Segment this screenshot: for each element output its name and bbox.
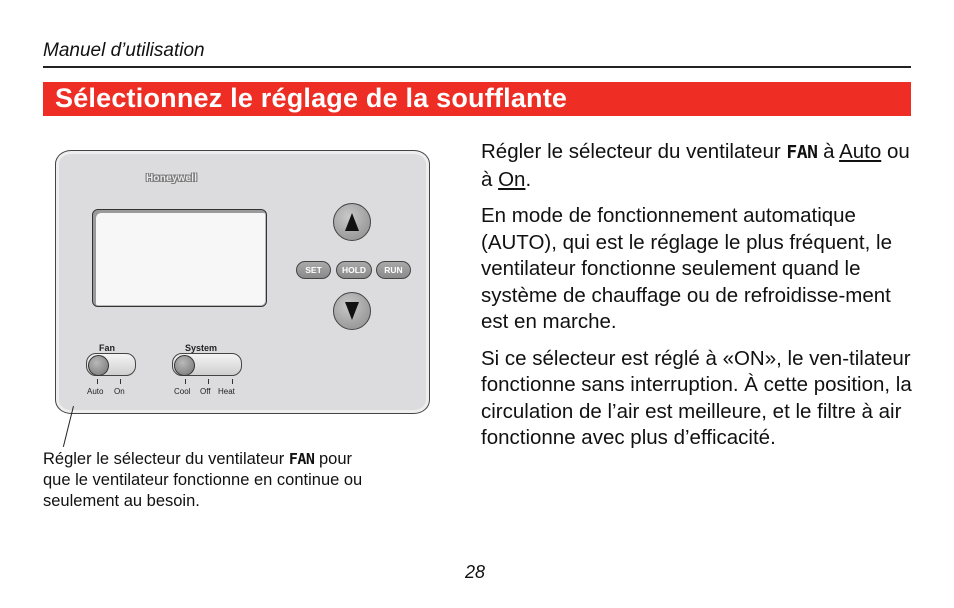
fan-switch-knob [88,355,109,376]
system-tick-heat [232,379,233,384]
system-position-cool: Cool [174,387,191,396]
p1-fan-label: FAN [786,142,818,163]
body-text [481,139,921,462]
triangle-up-icon [344,212,360,232]
up-arrow-button [333,203,371,241]
paragraph-2: En mode de fonctionnement automatique (AUTO), qui est le réglage le plus fréquent, le ventilateur fonctionne seulement quand le système de chauffage ou de refroidisse-ment est en marche. [481,204,892,333]
fan-switch-label: Fan [99,343,116,353]
fan-tick-auto [97,379,98,384]
caption-fan-label: FAN [288,450,315,468]
fan-position-on: On [114,387,125,396]
paragraph-1 [481,139,921,193]
caption-text-1: Régler le sélecteur du ventilateur [43,450,289,468]
paragraph-3: Si ce sélecteur est réglé à «ON», le ven-tilateur fonctionne sans interruption. À cette position, la circulation de l’air est meilleure, et le filtre à air fonctionne avec plus d’efficacité. [481,346,912,449]
section-banner [43,82,911,116]
system-switch [172,353,242,376]
document-header: Manuel d’utilisation [43,40,205,61]
fan-position-auto: Auto [87,387,104,396]
thermostat-display [92,209,267,307]
header-rule [43,66,911,68]
page-number: 28 [465,562,486,582]
system-tick-off [208,379,209,384]
set-button: SET [296,261,331,279]
fan-tick-on [120,379,121,384]
p1-text-a: Régler le sélecteur du ventilateur [481,140,787,163]
brand-logo: Honeywell [146,173,198,184]
hold-button: HOLD [336,261,372,279]
p1-text-b: à [817,140,840,163]
system-tick-cool [185,379,186,384]
p1-text-d: . [525,167,532,191]
triangle-down-icon [344,301,360,321]
down-arrow-button [333,292,371,330]
section-title: Sélectionnez le réglage de la soufflante [55,83,568,113]
p1-text-c: ou à [481,140,910,191]
figure-caption [43,449,383,512]
system-position-off: Off [200,387,211,396]
run-button: RUN [376,261,411,279]
system-switch-knob [174,355,195,376]
caption-text-2: pour que le ventilateur fonctionne en continue ou seulement au besoin. [43,450,363,510]
system-position-heat: Heat [218,387,235,396]
p1-auto: Auto [839,140,882,163]
fan-switch [86,353,136,376]
p1-on: On [498,167,526,191]
thermostat-illustration [55,150,430,414]
system-switch-label: System [185,343,218,353]
